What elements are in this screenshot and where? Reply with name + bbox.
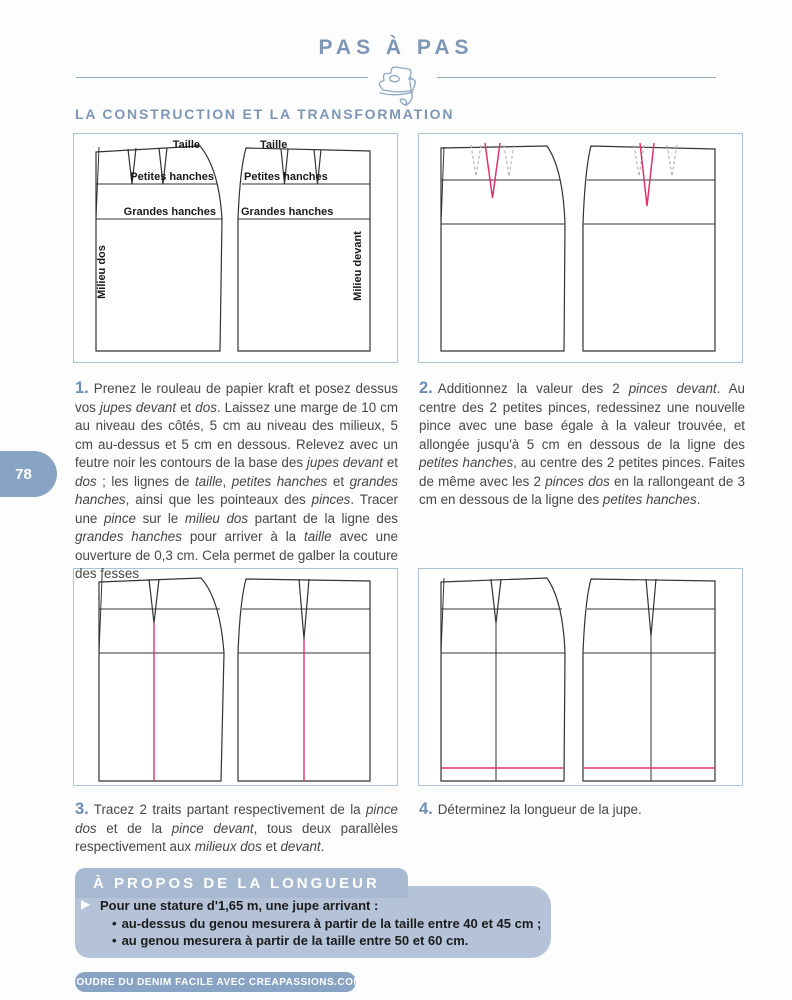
step-3-text <box>75 800 398 857</box>
skirt-pattern-diagram-1 <box>74 134 396 361</box>
page-title: PAS À PAS <box>318 36 474 59</box>
label-petites-hanches-devant: Petites hanches <box>244 171 328 183</box>
diagram-box-2 <box>418 133 743 363</box>
label-petites-hanches-dos: Petites hanches <box>130 171 214 183</box>
label-milieu-devant: Milieu devant <box>352 231 364 301</box>
footer-text: COUDRE DU DENIM FACILE AVEC CREAPASSIONS.COM <box>68 976 363 988</box>
step-1-number: 1. <box>75 379 89 397</box>
length-note-bullet-2 <box>112 932 542 949</box>
footer-banner <box>68 972 363 992</box>
skirt-pattern-diagram-4 <box>419 569 741 784</box>
length-note-intro: Pour une stature d'1,65 m, une jupe arrivant : <box>100 898 379 913</box>
step-1-body: Prenez le rouleau de papier kraft et posez dessus vos jupes devant et dos. Laissez une marge de 10 cm au niveau des côtés, 5 cm au niveau des milieux, 5 cm au-dessus et 5 cm en dessous. Relevez avec un feutre noir les contours de la base des jupes devant et dos ; les lignes de taille, petites hanches et grandes hanches, ainsi que les pointeaux des pinces. Tracer une pince sur le milieu dos partant de la ligne des grandes hanches pour arriver à la taille avec une ouverture de 0,3 cm. Cela permet de galber la couture des fesses <box>75 381 399 582</box>
label-grandes-hanches-devant: Grandes hanches <box>241 206 334 218</box>
header-rule-right <box>437 77 716 78</box>
step-3-number: 3. <box>75 800 89 818</box>
step-4-body: Déterminez la longueur de la jupe. <box>437 802 642 817</box>
step-4-text <box>419 800 745 820</box>
page-number-tab <box>0 451 57 497</box>
section-title: LA CONSTRUCTION ET LA TRANSFORMATION <box>75 106 455 122</box>
bullet-dot-icon: • <box>112 933 117 948</box>
diagram-box-3 <box>73 568 398 786</box>
length-note-bullet-2-text: au genou mesurera à partir de la taille entre 50 et 60 cm. <box>121 933 469 948</box>
label-taille-dos: Taille <box>172 139 200 151</box>
label-milieu-dos: Milieu dos <box>96 245 108 299</box>
header-rule-left <box>76 77 368 78</box>
arrow-bullet-icon: ▶ <box>81 897 91 911</box>
step-2-number: 2. <box>419 379 433 397</box>
label-taille-devant: Taille <box>260 139 288 151</box>
step-1-text <box>75 379 398 584</box>
label-grandes-hanches-dos: Grandes hanches <box>123 206 216 218</box>
skirt-pattern-diagram-2 <box>419 134 741 361</box>
step-2-body: Additionnez la valeur des 2 pinces devant. Au centre des 2 petites pinces, redessinez une nouvelle pince avec une base égale à la valeur trouvée, et allongée jusqu'à 5 cm en dessous de la ligne des petites hanches, au centre des 2 petites pinces. Faites de même avec les 2 pinces dos en la rallongeant de 3 cm en dessous de la ligne des petites hanches. <box>419 381 745 508</box>
length-note-bullet-1-text: au-dessus du genou mesurera à partir de la taille entre 40 et 45 cm ; <box>121 916 542 931</box>
step-4-number: 4. <box>419 800 433 818</box>
length-note-bullet-1 <box>112 915 542 932</box>
step-2-text <box>419 379 745 510</box>
sewing-machine-icon <box>368 56 430 106</box>
diagram-box-4 <box>418 568 743 786</box>
step-3-body: Tracez 2 traits partant respectivement de la pince dos et de la pince devant, tous deux parallèles respectivement aux milieux dos et devant. <box>75 802 398 855</box>
length-note-title: À PROPOS DE LA LONGUEUR <box>75 868 408 898</box>
page-number: 78 <box>15 465 32 483</box>
skirt-pattern-diagram-3 <box>74 569 396 784</box>
diagram-box-1 <box>73 133 398 363</box>
bullet-dot-icon: • <box>112 916 117 931</box>
